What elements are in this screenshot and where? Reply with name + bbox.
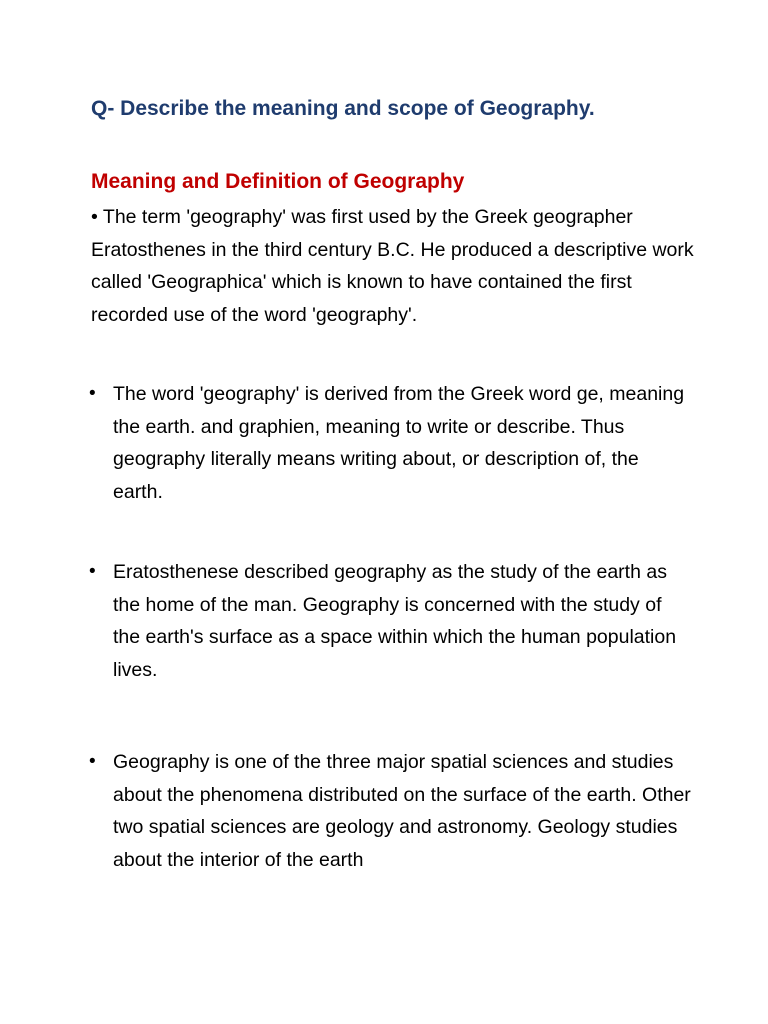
section-heading: Meaning and Definition of Geography: [91, 170, 465, 193]
intro-paragraph: [91, 201, 711, 332]
bullet-text: Geography is one of the three major spatial sciences and studies about the phenomena distributed on the surface of the earth. Other two spatial sciences are geology and astronomy. Geology studies about the interior of the earth: [113, 751, 691, 872]
bullet-marker: •: [89, 383, 96, 404]
bullet-marker: •: [89, 751, 96, 772]
bullet-text: Eratosthenese described geography as the study of the earth as the home of the man. Geography is concerned with the study of the earth's surface as a space within which the human population lives.: [113, 561, 677, 682]
bullet-text: The word 'geography' is derived from the Greek word ge, meaning the earth. and graphien, meaning to write or describe. Thus geography literally means writing about, or description of, the earth.: [113, 383, 685, 504]
bullet-marker: •: [89, 561, 96, 582]
intro-text: The term 'geography' was first used by the Greek geographer Eratosthenes in the third century B.C. He produced a descriptive work called 'Geographica' which is known to have contained the first recorded use of the word 'geography'.: [91, 206, 694, 327]
intro-bullet: •: [91, 206, 98, 228]
question-title: Q- Describe the meaning and scope of Geography.: [91, 97, 595, 120]
